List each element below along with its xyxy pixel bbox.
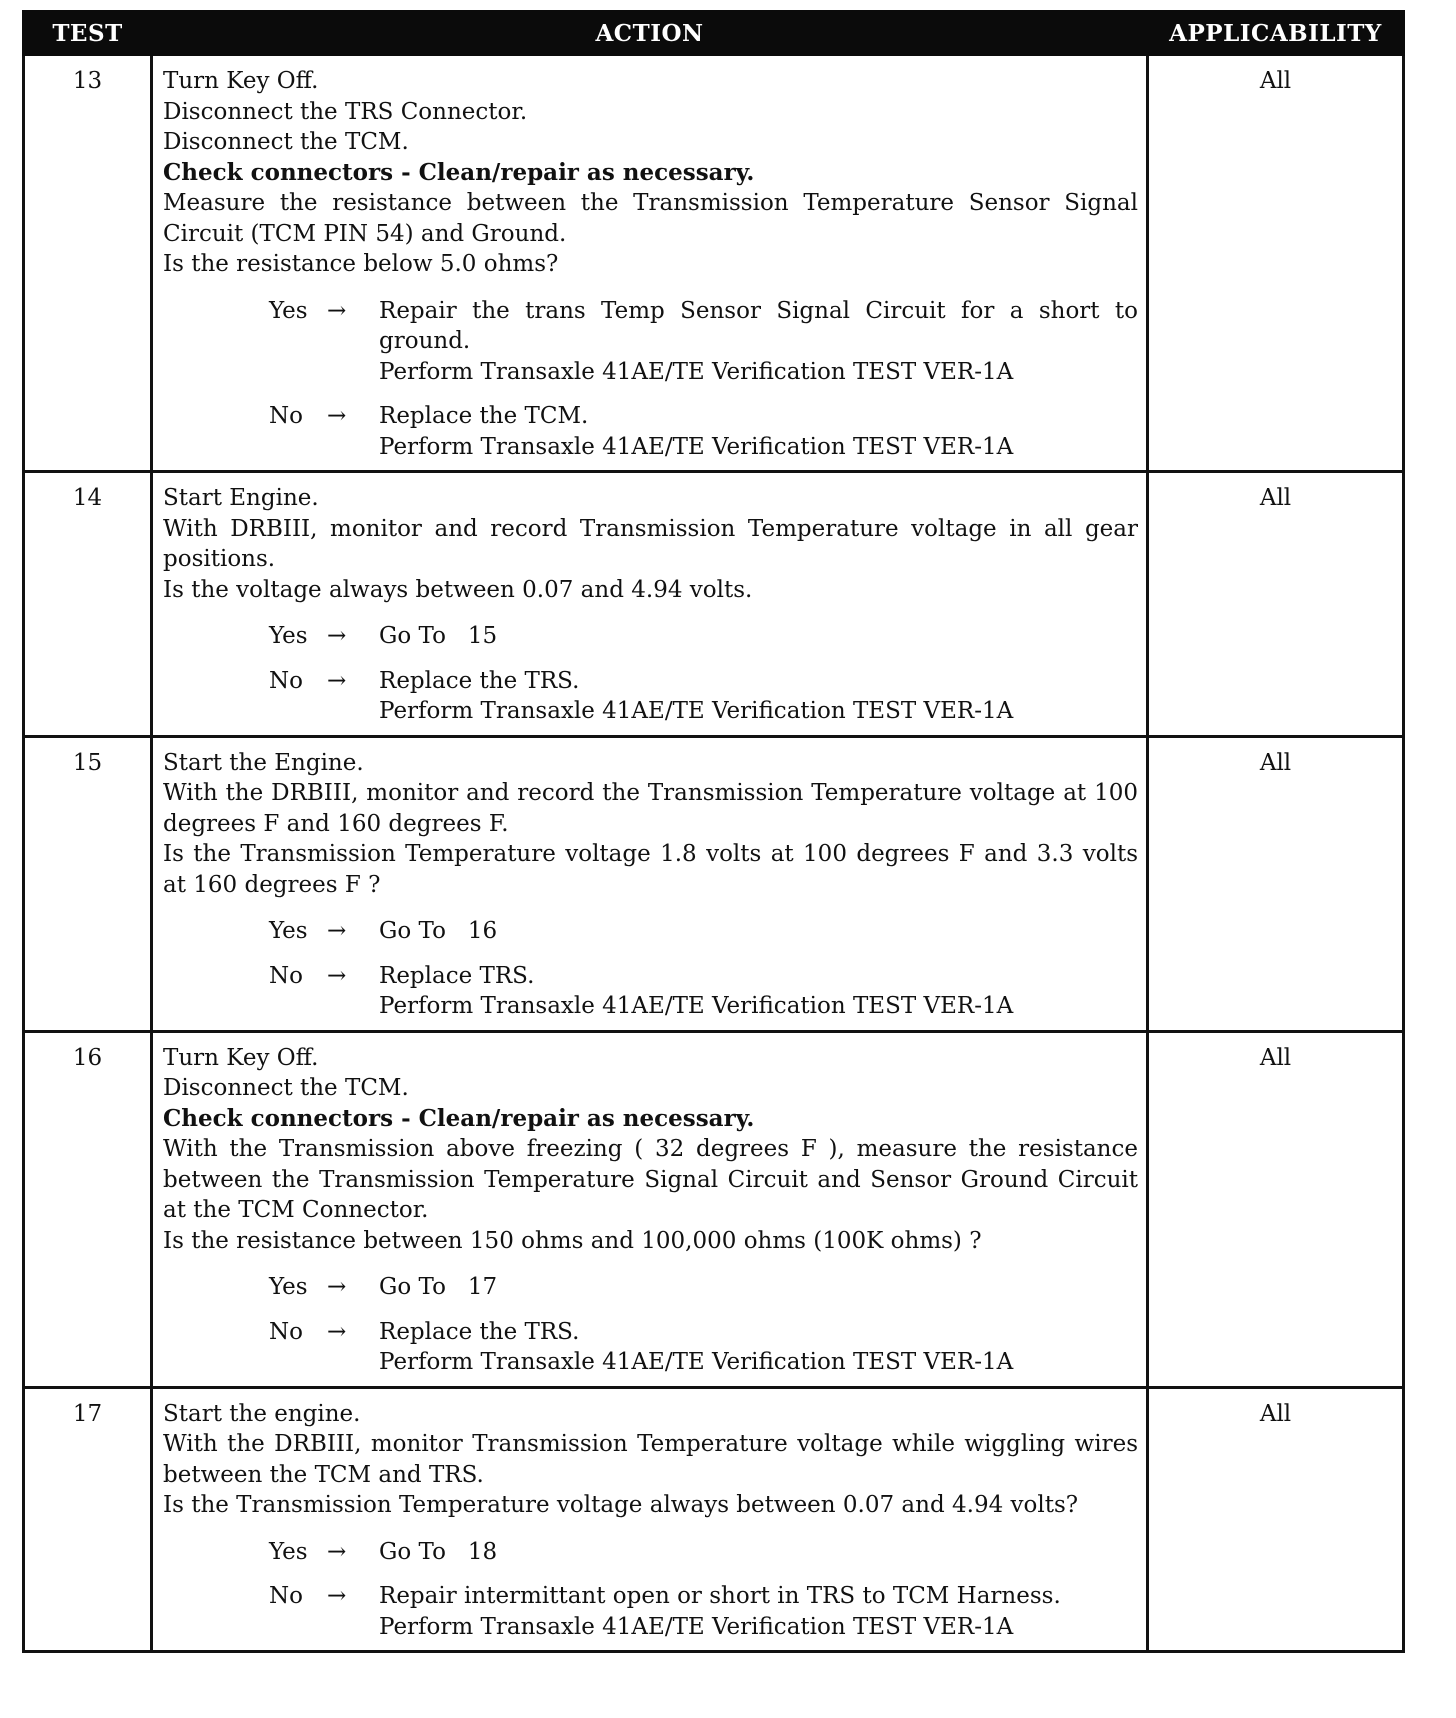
outcome-result-line: Replace the TCM. <box>379 403 589 429</box>
outcome-no <box>163 401 1138 462</box>
outcome-result <box>379 621 1138 652</box>
applicability-cell: All <box>1148 472 1404 737</box>
applicability-cell: All <box>1148 736 1404 1031</box>
action-instruction: Is the voltage always between 0.07 and 4.94 volts. <box>163 576 753 603</box>
outcome-answer: Yes <box>269 1538 308 1565</box>
outcome-result-line: Repair the trans Temp Sensor Signal Circuit for a short to ground. <box>379 297 1146 354</box>
action-instruction: With the DRBIII, monitor Transmission Temperature voltage while wiggling wires between the TCM and TRS. <box>163 1431 1138 1488</box>
outcome-yes <box>163 916 1138 947</box>
outcome-no <box>163 666 1138 727</box>
outcome-result <box>379 1272 1138 1303</box>
action-instruction: Measure the resistance between the Transmission Temperature Sensor Signal Circuit (TCM PIN 54) and Ground. <box>163 190 1138 247</box>
outcome-yes <box>163 621 1138 652</box>
action-instruction: With the DRBIII, monitor and record the Transmission Temperature voltage at 100 degrees F and 160 degrees F. <box>163 780 1138 837</box>
header-applicability: APPLICABILITY <box>1148 12 1404 55</box>
outcome-result <box>379 296 1146 388</box>
action-instruction: Turn Key Off. <box>163 68 319 94</box>
outcome-result-line: Perform Transaxle 41AE/TE Verification TEST VER-1A <box>379 358 1014 385</box>
table-row <box>24 472 1404 737</box>
outcome-result <box>379 916 1138 947</box>
outcome-result-line: Go To 18 <box>379 1538 498 1565</box>
outcome-result <box>379 1581 1138 1642</box>
action-instruction: Start Engine. <box>163 485 319 511</box>
test-number: 13 <box>24 55 152 472</box>
action-instruction: Disconnect the TCM. <box>163 129 409 155</box>
outcome-no <box>163 961 1138 1022</box>
outcome-yes <box>163 296 1146 388</box>
action-instruction: Is the resistance between 150 ohms and 100,000 ohms (100K ohms) ? <box>163 1227 982 1254</box>
applicability-cell: All <box>1148 1031 1404 1387</box>
outcome-result-line: Perform Transaxle 41AE/TE Verification TEST VER-1A <box>379 1613 1014 1640</box>
table-row <box>24 1387 1404 1652</box>
header-test: TEST <box>24 12 152 55</box>
action-instruction: With DRBIII, monitor and record Transmission Temperature voltage in all gear positions. <box>163 515 1138 572</box>
outcome-result-line: Perform Transaxle 41AE/TE Verification TEST VER-1A <box>379 993 1014 1019</box>
right-arrow-icon: → <box>327 1583 347 1609</box>
header-action: ACTION <box>152 12 1148 55</box>
action-instruction-bold: Check connectors - Clean/repair as necessary. <box>163 1104 755 1132</box>
table-row <box>24 736 1404 1031</box>
outcome-result-line: Perform Transaxle 41AE/TE Verification TEST VER-1A <box>379 1349 1014 1375</box>
right-arrow-icon: → <box>327 918 347 944</box>
outcome-result-line: Go To 17 <box>379 1274 498 1300</box>
right-arrow-icon: → <box>327 623 347 649</box>
header-row <box>24 12 1404 55</box>
outcome-yes <box>163 1537 1138 1568</box>
outcome-answer: No <box>269 1583 303 1609</box>
table-row <box>24 55 1404 472</box>
applicability-cell: All <box>1148 1387 1404 1652</box>
outcome-result-line: Go To 16 <box>379 918 498 944</box>
outcome-result-line: Perform Transaxle 41AE/TE Verification TEST VER-1A <box>379 433 1014 460</box>
action-instruction: Start the Engine. <box>163 749 364 776</box>
right-arrow-icon: → <box>327 962 347 989</box>
right-arrow-icon: → <box>327 403 347 429</box>
outcome-result-line: Repair intermittant open or short in TRS to TCM Harness. <box>379 1583 1061 1609</box>
right-arrow-icon: → <box>327 297 347 324</box>
action-cell <box>152 736 1148 1031</box>
test-number: 16 <box>24 1031 152 1387</box>
outcome-answer: Yes <box>269 623 308 649</box>
table-header <box>24 12 1404 55</box>
action-instruction: Is the Transmission Temperature voltage always between 0.07 and 4.94 volts? <box>163 1492 1079 1518</box>
applicability-cell: All <box>1148 55 1404 472</box>
outcome-result-line: Perform Transaxle 41AE/TE Verification TEST VER-1A <box>379 698 1014 724</box>
outcome-no <box>163 1317 1138 1378</box>
table-body <box>24 55 1404 1652</box>
outcome-result-line: Go To 15 <box>379 623 498 649</box>
action-instruction: Is the Transmission Temperature voltage 1.8 volts at 100 degrees F and 3.3 volts at 160 degrees F ? <box>163 841 1138 898</box>
test-number: 15 <box>24 736 152 1031</box>
outcome-result-line: Replace the TRS. <box>379 667 580 694</box>
right-arrow-icon: → <box>327 1274 347 1300</box>
action-cell <box>152 472 1148 737</box>
outcome-answer: No <box>269 667 303 694</box>
test-number: 14 <box>24 472 152 737</box>
outcome-no <box>163 1581 1138 1642</box>
action-instruction-bold: Check connectors - Clean/repair as necessary. <box>163 158 755 186</box>
action-cell <box>152 1031 1148 1387</box>
right-arrow-icon: → <box>327 1318 347 1345</box>
outcome-answer: Yes <box>269 297 308 324</box>
action-instruction: With the Transmission above freezing ( 32 degrees F ), measure the resistance between the Transmission Temperature Signal Circuit and Sensor Ground Circuit at the TCM Connector. <box>163 1136 1138 1223</box>
outcome-result-line: Replace TRS. <box>379 962 535 989</box>
outcome-answer: No <box>269 403 303 429</box>
outcome-answer: No <box>269 1318 303 1345</box>
diagnostic-test-table <box>22 10 1405 1653</box>
action-instruction: Disconnect the TRS Connector. <box>163 98 528 125</box>
action-cell <box>152 55 1148 472</box>
test-number: 17 <box>24 1387 152 1652</box>
outcome-result <box>379 961 1138 1022</box>
action-instruction: Is the resistance below 5.0 ohms? <box>163 251 559 277</box>
action-instruction: Turn Key Off. <box>163 1044 319 1071</box>
outcome-result <box>379 1537 1138 1568</box>
outcome-answer: No <box>269 962 303 989</box>
diagnostic-test-table-sheet <box>22 10 1402 1653</box>
action-instruction: Start the engine. <box>163 1400 361 1427</box>
outcome-result-line: Replace the TRS. <box>379 1318 580 1345</box>
outcome-result <box>379 1317 1138 1378</box>
table-row <box>24 1031 1404 1387</box>
outcome-result <box>379 401 1138 462</box>
action-instruction: Disconnect the TCM. <box>163 1075 409 1101</box>
outcome-result <box>379 666 1138 727</box>
right-arrow-icon: → <box>327 667 347 694</box>
outcome-answer: Yes <box>269 918 308 944</box>
right-arrow-icon: → <box>327 1538 347 1565</box>
action-cell <box>152 1387 1148 1652</box>
outcome-yes <box>163 1272 1138 1303</box>
outcome-answer: Yes <box>269 1274 308 1300</box>
